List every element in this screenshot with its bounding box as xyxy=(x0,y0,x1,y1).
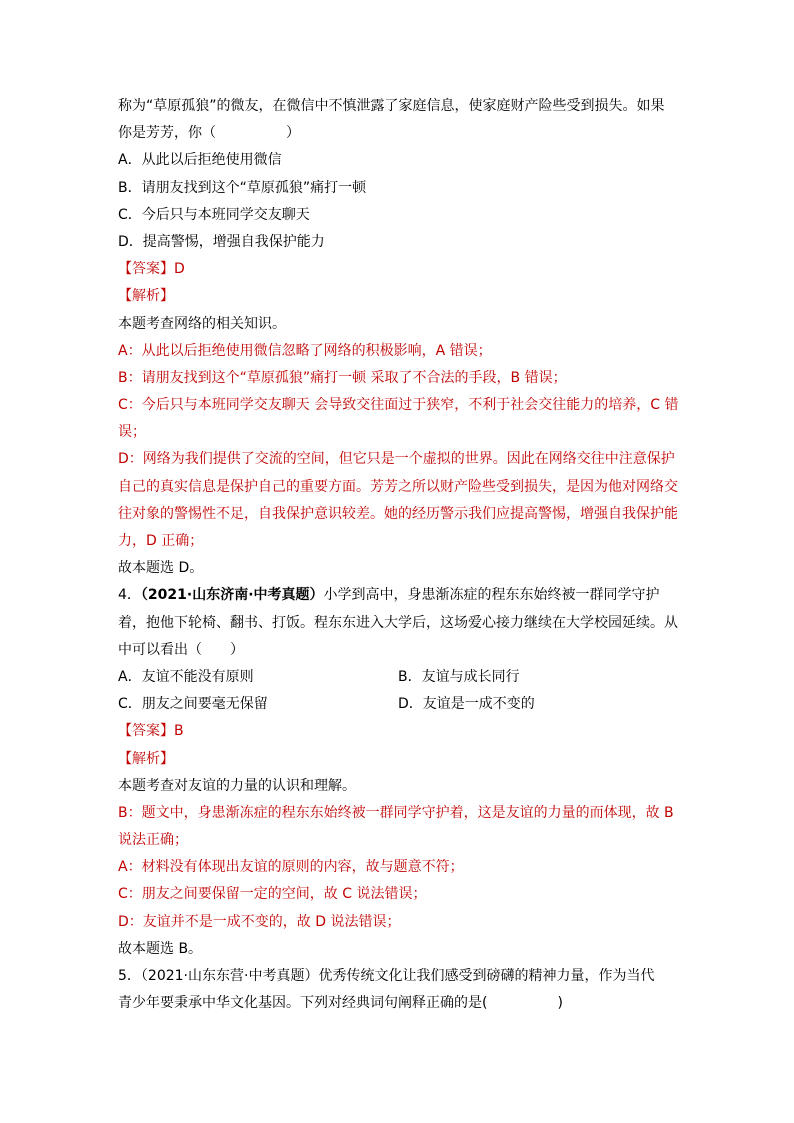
q4-options-row-2 xyxy=(118,691,678,718)
q4-stem-line-2: 着，抱他下轮椅、翻书、打饭。程东东进入大学后，这场爱心接力继续在大学校园延续。从 xyxy=(118,614,678,631)
q3-option-b: B．请朋友找到这个“草原孤狼”痛打一顿 xyxy=(118,179,367,196)
document-page xyxy=(118,93,678,1017)
q4-stem-line-3: 中可以看出（ ） xyxy=(118,641,244,658)
q3-analysis-line: C：今后只与本班同学交友聊天 会导致交往面过于狭窄，不利于社会交往能力的培养，C 错 xyxy=(118,397,679,414)
q4-option-d: D．友谊是一成不变的 xyxy=(398,696,535,713)
q5-stem-text: 优秀传统文化让我们感受到磅礴的精神力量，作为当代 xyxy=(318,968,655,984)
q4-option-b: B．友谊与成长同行 xyxy=(398,668,520,685)
q3-analysis-line: 往对象的警惕性不足，自我保护意识较差。她的经历警示我们应提高警惕，增强自我保护能 xyxy=(118,505,678,522)
q3-analysis-line: A：从此以后拒绝使用微信忽略了网络的积极影响，A 错误； xyxy=(118,342,492,359)
q5-stem-line-1 xyxy=(118,963,678,990)
q3-analysis-label: 【解析】 xyxy=(118,288,174,305)
q4-conclusion: 故本题选 B。 xyxy=(118,940,203,957)
q4-answer: 【答案】B xyxy=(118,723,184,740)
q4-analysis-line: D：友谊并不是一成不变的，故 D 说法错误； xyxy=(118,913,401,930)
q3-analysis-line: D：网络为我们提供了交流的空间，但它只是一个虚拟的世界。因此在网络交往中注意保护 xyxy=(118,451,675,468)
q4-option-c: C．朋友之间要毫无保留 xyxy=(118,696,268,713)
q3-analysis-line: 力，D 正确； xyxy=(118,533,204,549)
q5-source: （2021·山东东营·中考真题） xyxy=(140,968,319,984)
q4-analysis-line: A：材料没有体现出友谊的原则的内容，故与题意不符； xyxy=(118,859,464,876)
q3-analysis-line: 自己的真实信息是保护自己的重要方面。芳芳之所以财产险些受到损失，是因为他对网络交 xyxy=(118,478,678,495)
q3-option-d: D．提高警惕，增强自我保护能力 xyxy=(118,233,325,250)
q4-number: 4． xyxy=(118,587,141,604)
q4-analysis-line: C：朋友之间要保留一定的空间，故 C 说法错误； xyxy=(118,886,427,903)
q4-stem-text: 小学到高中，身患渐冻症的程东东始终被一群同学守护 xyxy=(323,587,660,604)
q3-answer: 【答案】D xyxy=(118,261,185,278)
q3-analysis-line: B：请朋友找到这个“草原孤狼”痛打一顿 采取了不合法的手段，B 错误； xyxy=(118,369,567,386)
q3-option-c: C．今后只与本班同学交友聊天 xyxy=(118,206,310,223)
q4-source: （2021·山东济南·中考真题） xyxy=(140,587,324,604)
q4-analysis-intro: 本题考查对友谊的力量的认识和理解。 xyxy=(118,777,356,794)
q3-stem-line-1: 称为“草原孤狼”的微友，在微信中不慎泄露了家庭信息，使家庭财产险些受到损失。如果 xyxy=(118,98,665,114)
q3-conclusion: 故本题选 D。 xyxy=(118,560,204,577)
q4-analysis-line: 说法正确； xyxy=(118,832,188,849)
q3-analysis-line: 误； xyxy=(118,424,146,441)
q3-stem-line-2: 你是芳芳，你（ ） xyxy=(118,125,300,142)
q4-stem-line-1 xyxy=(118,582,678,609)
q4-analysis-line: B：题文中，身患渐冻症的程东东始终被一群同学守护着，这是友谊的力量的而体现，故 B xyxy=(118,804,674,821)
q4-analysis-label: 【解析】 xyxy=(118,750,174,767)
q4-options-row-1 xyxy=(118,664,678,691)
q4-option-a: A．友谊不能没有原则 xyxy=(118,668,254,685)
q3-analysis-intro: 本题考查网络的相关知识。 xyxy=(118,315,286,332)
q5-number: 5． xyxy=(118,968,141,984)
q3-option-a: A．从此以后拒绝使用微信 xyxy=(118,152,282,169)
q5-stem-line-2: 青少年要秉承中华文化基因。下列对经典词句阐释正确的是( ) xyxy=(118,995,563,1012)
